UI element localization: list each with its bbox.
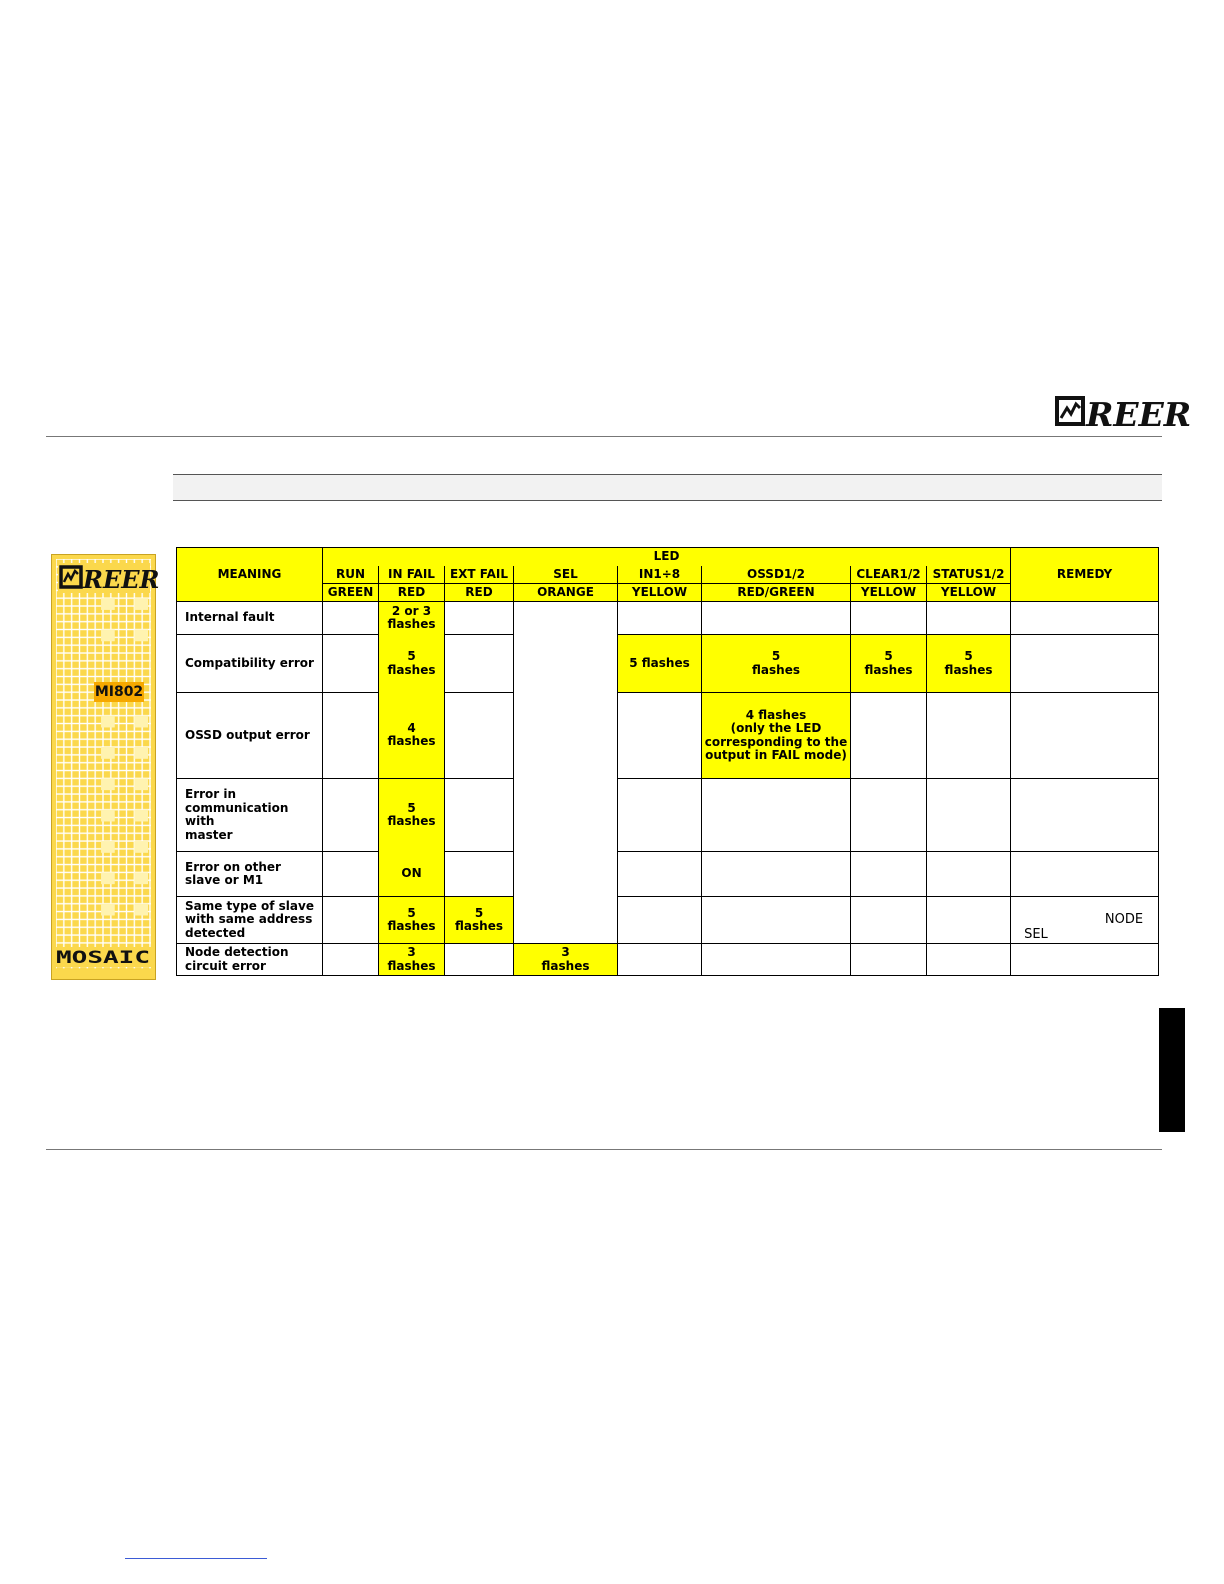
ext-fail-cell <box>445 852 514 897</box>
module-logo-box <box>58 563 160 594</box>
remedy-cell <box>1011 944 1159 976</box>
clear-cell <box>851 897 927 944</box>
table-row <box>177 635 1159 693</box>
meaning-cell: Compatibility error <box>177 635 323 693</box>
remedy-cell <box>1011 897 1159 944</box>
in18-cell <box>618 779 702 852</box>
module-model-label: MI802 <box>94 684 144 700</box>
col-status: STATUS1/2 <box>927 566 1011 584</box>
module-logo-text: REER <box>83 565 160 594</box>
clear-cell <box>851 602 927 635</box>
run-cell <box>323 852 379 897</box>
module-grid <box>56 559 151 968</box>
status-cell: 5 flashes <box>927 635 1011 693</box>
in18-cell <box>618 602 702 635</box>
module-reer-logo <box>58 563 160 594</box>
meaning-cell: Error on other slave or M1 <box>177 852 323 897</box>
ext-fail-cell <box>445 693 514 779</box>
run-cell <box>323 693 379 779</box>
col-in18: IN1÷8 <box>618 566 702 584</box>
color-in18: YELLOW <box>618 584 702 602</box>
col-clear: CLEAR1/2 <box>851 566 927 584</box>
ext-fail-cell <box>445 779 514 852</box>
status-cell <box>927 944 1011 976</box>
run-cell <box>323 602 379 635</box>
mosaic-logo <box>54 947 152 967</box>
chapter-side-tab <box>1159 1008 1185 1132</box>
in18-cell <box>618 944 702 976</box>
remedy-header: REMEDY <box>1011 548 1159 602</box>
col-ext-fail: EXT FAIL <box>445 566 514 584</box>
table-row <box>177 944 1159 976</box>
ossd-cell <box>702 944 851 976</box>
remedy-node-text: NODE <box>1104 912 1144 927</box>
status-cell <box>927 693 1011 779</box>
in-fail-cell: 2 or 3 flashes <box>379 602 445 635</box>
col-run: RUN <box>323 566 379 584</box>
clear-cell <box>851 852 927 897</box>
clear-cell <box>851 779 927 852</box>
footer-rule <box>46 1149 1162 1150</box>
led-diagnostic-table <box>176 547 1159 976</box>
in18-cell <box>618 693 702 779</box>
table-row <box>177 602 1159 635</box>
remedy-cell <box>1011 635 1159 693</box>
in-fail-cell: 3 flashes <box>379 944 445 976</box>
reer-logo-text: REER <box>1086 395 1192 434</box>
in-fail-cell: 5 flashes <box>379 897 445 944</box>
ext-fail-cell <box>445 602 514 635</box>
table-row <box>177 693 1159 779</box>
meaning-cell: Internal fault <box>177 602 323 635</box>
color-clear: YELLOW <box>851 584 927 602</box>
color-run: GREEN <box>323 584 379 602</box>
run-cell <box>323 944 379 976</box>
table-row <box>177 897 1159 944</box>
sel-cell: 3 flashes <box>514 944 618 976</box>
ossd-cell: 5 flashes <box>702 635 851 693</box>
ossd-cell <box>702 852 851 897</box>
in-fail-cell: 4 flashes <box>379 693 445 779</box>
footer-link-underline[interactable] <box>125 1558 267 1559</box>
status-cell <box>927 779 1011 852</box>
remedy-sel-text: SEL <box>1024 927 1048 942</box>
module-product-box <box>54 947 152 967</box>
color-sel: ORANGE <box>514 584 618 602</box>
table-row <box>177 779 1159 852</box>
remedy-cell <box>1011 602 1159 635</box>
remedy-cell <box>1011 779 1159 852</box>
header-row-led <box>177 548 1159 566</box>
in18-cell <box>618 897 702 944</box>
clear-cell <box>851 693 927 779</box>
in-fail-cell: ON <box>379 852 445 897</box>
in-fail-cell: 5 flashes <box>379 779 445 852</box>
meaning-header: MEANING <box>177 548 323 602</box>
status-cell <box>927 897 1011 944</box>
module-illustration <box>51 554 160 980</box>
col-in-fail: IN FAIL <box>379 566 445 584</box>
ossd-cell <box>702 779 851 852</box>
col-sel: SEL <box>514 566 618 584</box>
run-cell <box>323 779 379 852</box>
meaning-cell: Node detection circuit error <box>177 944 323 976</box>
ext-fail-cell <box>445 944 514 976</box>
meaning-cell: OSSD output error <box>177 693 323 779</box>
remedy-cell <box>1011 693 1159 779</box>
col-ossd: OSSD1/2 <box>702 566 851 584</box>
mosaic-logo-text: MOSAIC <box>56 948 150 968</box>
led-group-header: LED <box>323 548 1011 566</box>
color-ossd: RED/GREEN <box>702 584 851 602</box>
table-row <box>177 852 1159 897</box>
sel-cell-merged <box>514 602 618 944</box>
remedy-cell <box>1011 852 1159 897</box>
in18-cell <box>618 852 702 897</box>
color-ext-fail: RED <box>445 584 514 602</box>
status-cell <box>927 602 1011 635</box>
meaning-cell: Error in communication with master <box>177 779 323 852</box>
clear-cell: 5 flashes <box>851 635 927 693</box>
ossd-cell <box>702 897 851 944</box>
reer-logo <box>1056 395 1192 434</box>
run-cell <box>323 635 379 693</box>
ossd-cell: 4 flashes (only the LED corresponding to the output in FAIL mode) <box>702 693 851 779</box>
in18-cell: 5 flashes <box>618 635 702 693</box>
run-cell <box>323 897 379 944</box>
color-status: YELLOW <box>927 584 1011 602</box>
color-in-fail: RED <box>379 584 445 602</box>
status-cell <box>927 852 1011 897</box>
in-fail-cell: 5 flashes <box>379 635 445 693</box>
ossd-cell <box>702 602 851 635</box>
ext-fail-cell <box>445 635 514 693</box>
clear-cell <box>851 944 927 976</box>
ext-fail-cell: 5 flashes <box>445 897 514 944</box>
meaning-cell: Same type of slave with same address detected <box>177 897 323 944</box>
header-rule <box>46 436 1162 437</box>
section-band <box>173 474 1162 501</box>
